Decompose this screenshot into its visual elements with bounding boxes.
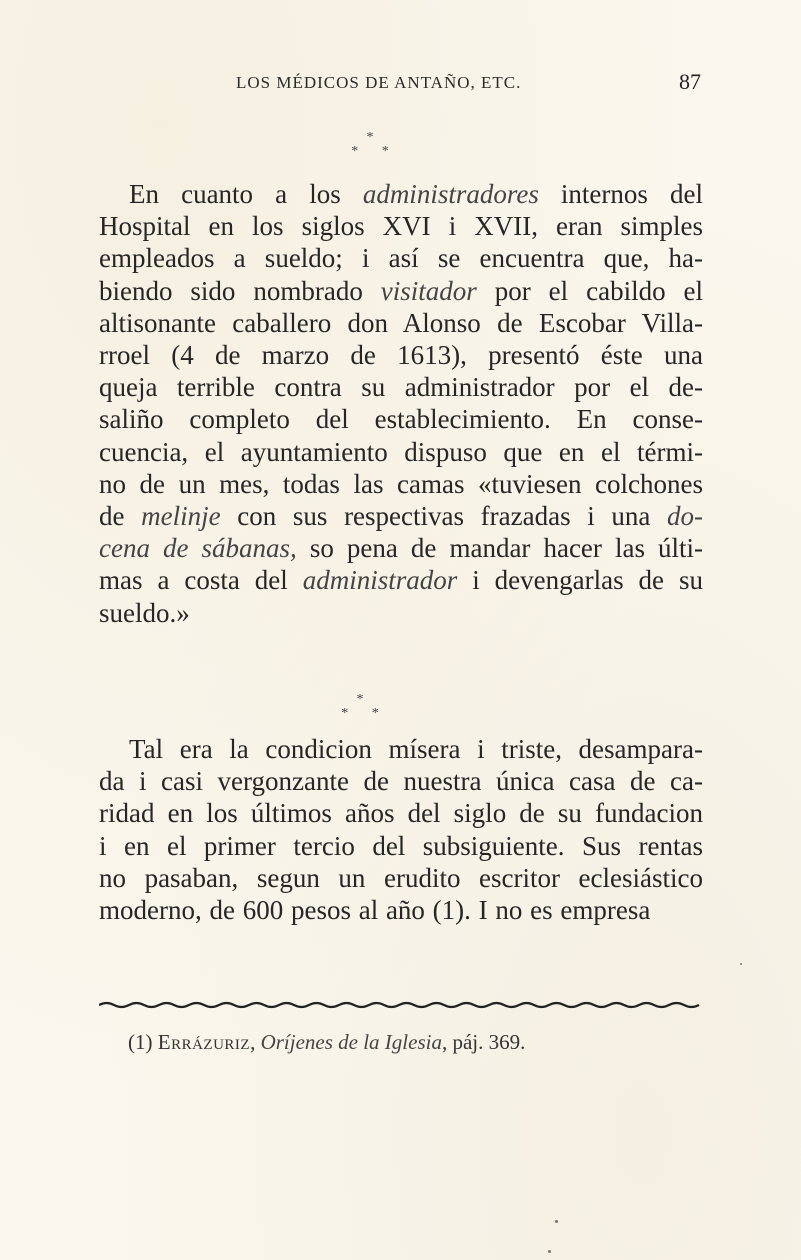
text-line xyxy=(99,275,703,307)
paper-speck xyxy=(740,963,742,965)
text-segment: con sus respectivas frazadas i una xyxy=(220,501,668,532)
running-head: LOS MÉDICOS DE ANTAÑO, ETC. xyxy=(236,73,522,92)
text-segment: no de un mes, todas las camas «tuviesen colchones xyxy=(99,468,703,499)
italic-term: administrador xyxy=(302,565,458,596)
footnote-sep: , xyxy=(250,1030,261,1054)
text-segment: biendo sido nombrado xyxy=(99,275,381,306)
paper-speck xyxy=(548,1250,551,1253)
paragraph-administradores xyxy=(99,178,703,629)
text-segment: internos del xyxy=(538,179,703,209)
text-line xyxy=(99,371,703,403)
text-line xyxy=(99,733,703,765)
text-segment: altisonante caballero don Alonso de Escobar Villa- xyxy=(99,307,703,338)
asterism-top: * xyxy=(366,130,374,145)
text-segment: Tal era la condicion mísera i triste, desampara- xyxy=(129,734,703,764)
asterism-divider xyxy=(340,131,400,167)
text-line xyxy=(99,242,703,274)
text-line xyxy=(99,500,703,532)
footnote-rule xyxy=(99,1001,703,1009)
italic-term: melinje xyxy=(141,501,221,532)
footnote-sep: , xyxy=(441,1030,453,1054)
italic-term: cena de sábanas, xyxy=(99,533,297,564)
asterism-top: * xyxy=(356,692,364,707)
text-line xyxy=(99,436,703,468)
text-line xyxy=(99,597,703,629)
text-segment: por el cabildo el xyxy=(476,275,703,306)
text-line xyxy=(99,564,703,596)
text-line xyxy=(99,178,703,210)
text-segment: queja terrible contra su administrador por el de- xyxy=(99,372,703,403)
page-header xyxy=(236,69,701,103)
text-segment: no pasaban, segun un erudito escritor eclesiástico xyxy=(99,862,703,893)
text-segment: so pena de mandar hacer las últi- xyxy=(296,533,703,564)
text-line xyxy=(99,403,703,435)
text-line xyxy=(99,765,703,797)
italic-term: administradores xyxy=(362,179,539,209)
asterism-bottom: * * xyxy=(341,706,389,721)
italic-term: do- xyxy=(667,501,704,532)
text-line xyxy=(99,532,703,564)
footnote-page-ref: páj. 369. xyxy=(452,1030,526,1054)
text-segment: ridad en los últimos años del siglo de su fundacion xyxy=(99,798,703,829)
footnote xyxy=(128,1030,525,1055)
italic-term: visitador xyxy=(380,275,477,306)
text-segment: saliño completo del establecimiento. En conse- xyxy=(99,404,703,435)
text-line xyxy=(99,830,703,862)
text-segment: de xyxy=(99,501,142,532)
text-segment: mas a costa del xyxy=(99,565,303,596)
text-line xyxy=(99,797,703,829)
text-line xyxy=(99,210,703,242)
text-segment: i en el primer tercio del subsiguiente. Sus rentas xyxy=(99,830,703,861)
text-line xyxy=(99,894,703,926)
page-number: 87 xyxy=(679,69,701,94)
text-segment: empleados a sueldo; i así se encuentra que, ha- xyxy=(99,243,703,274)
text-segment: En cuanto a los xyxy=(129,179,363,209)
text-line xyxy=(99,862,703,894)
footnote-title: Oríjenes de la Iglesia xyxy=(260,1030,442,1054)
text-segment: cuencia, el ayuntamiento dispuso que en el térmi- xyxy=(99,436,703,467)
text-line xyxy=(99,468,703,500)
text-segment: moderno, de 600 pesos al año (1). I no es empresa xyxy=(99,895,651,926)
text-line xyxy=(99,307,703,339)
footnote-marker: (1) xyxy=(128,1030,153,1054)
text-segment: i devengarlas de su xyxy=(457,565,703,596)
asterism-divider xyxy=(330,693,390,729)
text-segment: da i casi vergonzante de nuestra única casa de ca- xyxy=(99,766,703,797)
paper-speck xyxy=(555,1220,558,1223)
asterism-bottom: * * xyxy=(351,144,399,159)
text-segment: sueldo.» xyxy=(99,597,190,628)
text-segment: Hospital en los siglos XVI i XVII, eran simples xyxy=(99,211,703,242)
text-line xyxy=(99,339,703,371)
paragraph-condicion xyxy=(99,733,703,926)
text-segment: rroel (4 de marzo de 1613), presentó éste una xyxy=(99,340,703,371)
footnote-author: Errázuriz xyxy=(157,1030,251,1054)
